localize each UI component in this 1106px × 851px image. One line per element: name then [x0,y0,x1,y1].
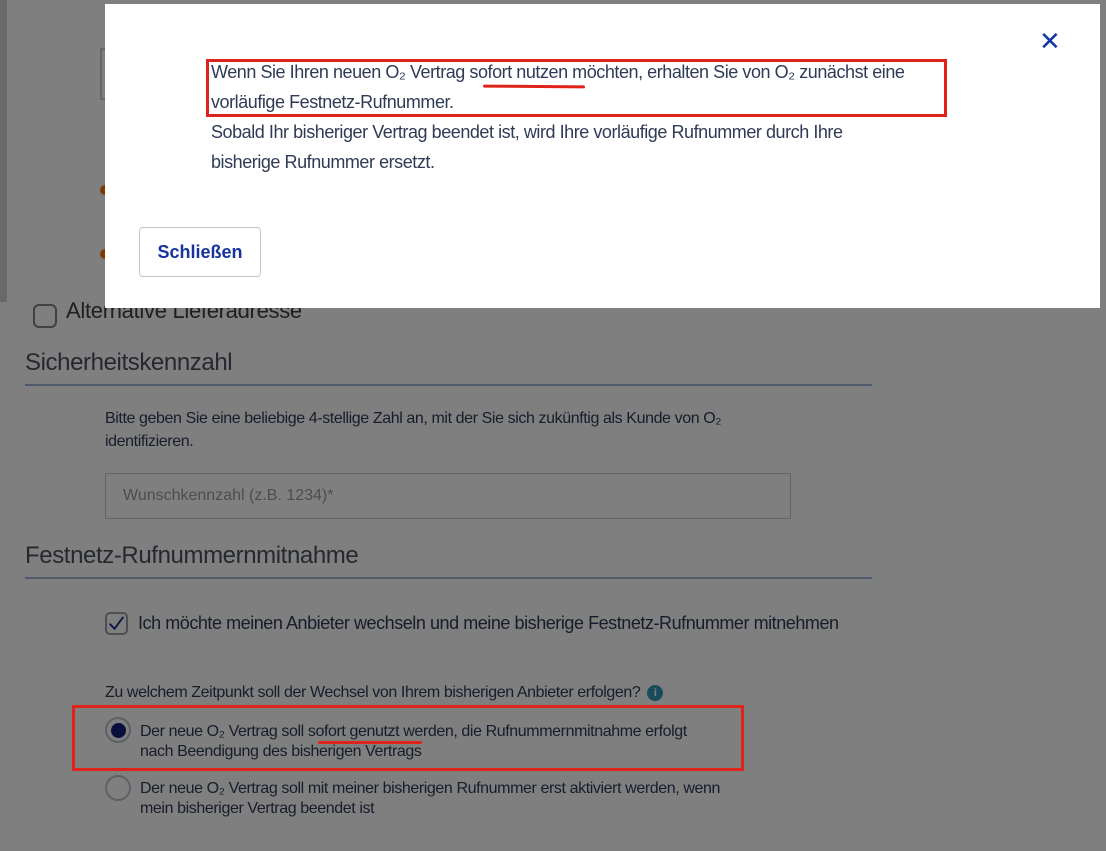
modal-paragraph2-line2: bisherige Rufnummer ersetzt. [211,152,435,172]
modal-paragraph2-line1: Sobald Ihr bisheriger Vertrag beendet ist, wird Ihre vorläufige Rufnummer durch Ihre [211,122,843,142]
close-button[interactable]: Schließen [139,227,261,277]
modal-paragraph1-line1: Wenn Sie Ihren neuen O₂ Vertrag sofort nutzen möchten, erhalten Sie von O₂ zunächst eine [211,62,905,82]
close-icon[interactable]: ✕ [1039,26,1061,56]
porting-info-modal [105,4,1100,308]
modal-paragraph1-line2: vorläufige Festnetz-Rufnummer. [211,92,454,112]
